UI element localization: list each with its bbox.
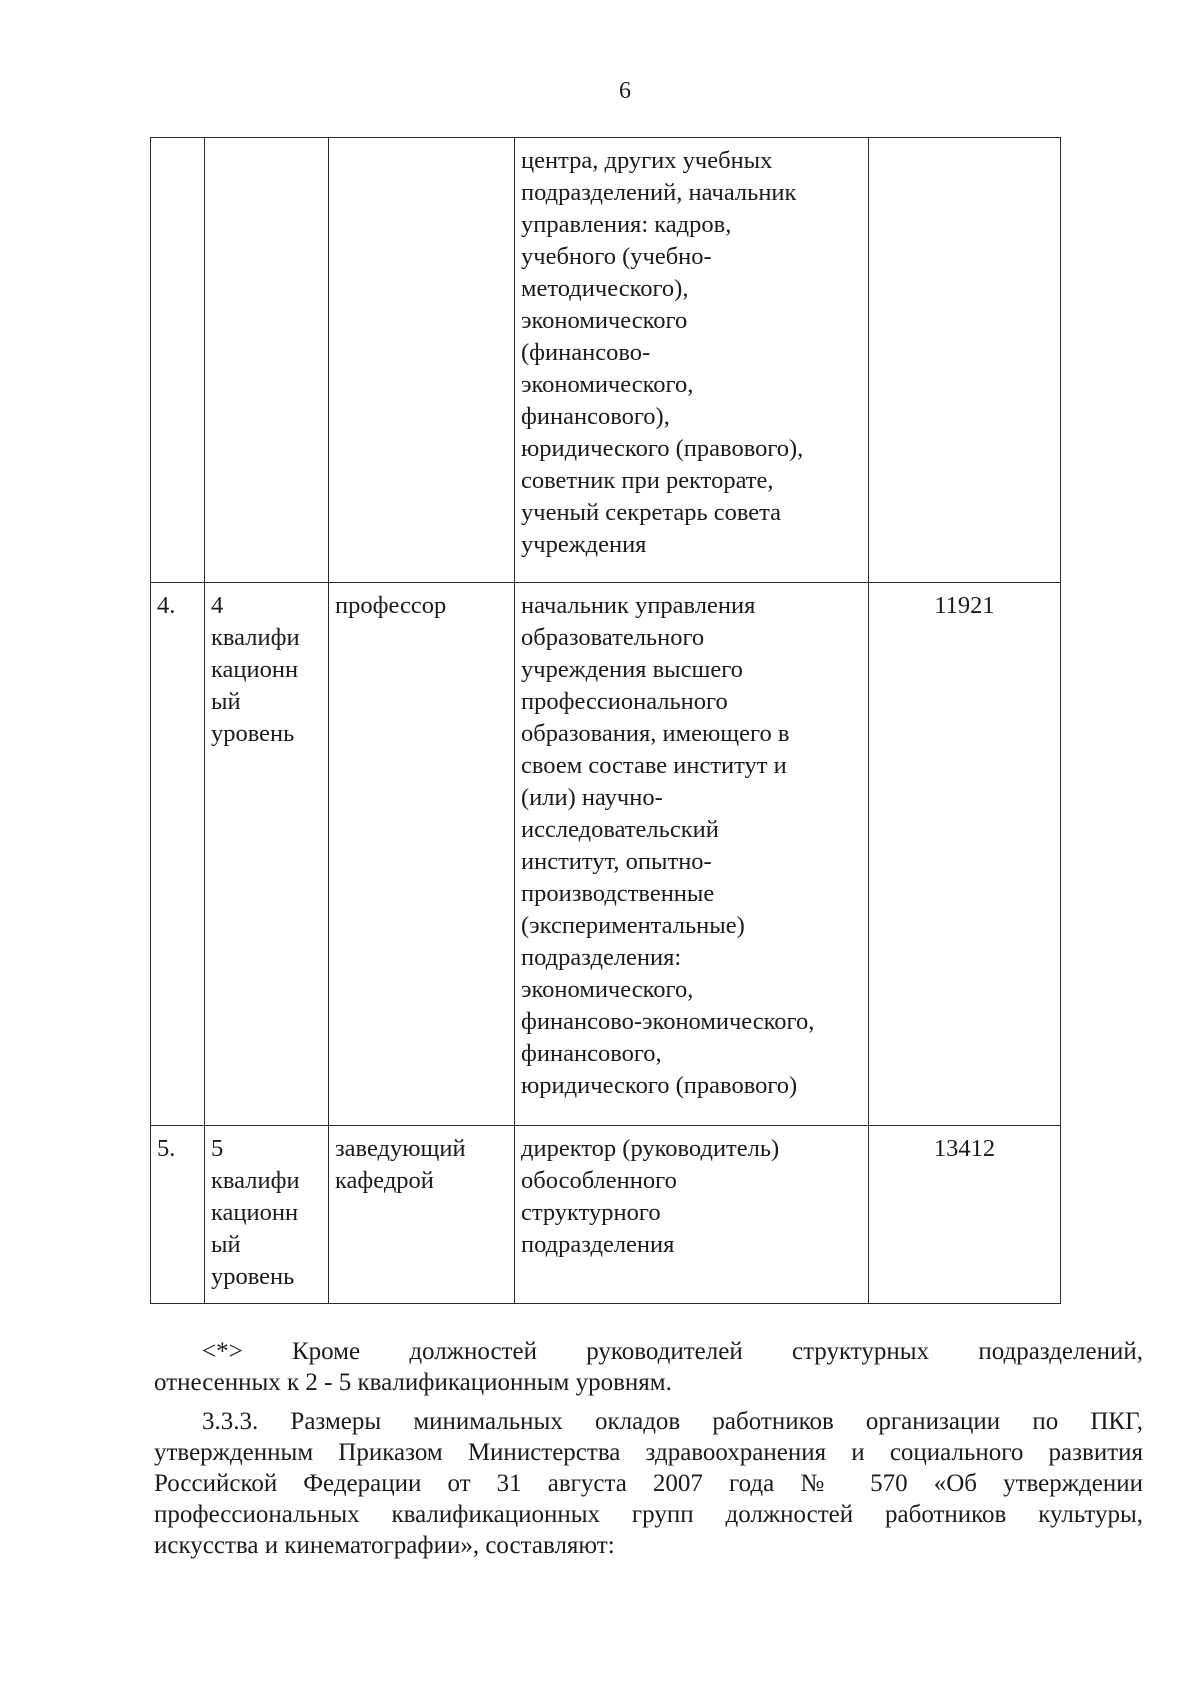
- page-number: 6: [619, 78, 631, 104]
- table-row-level-4: [151, 583, 1061, 1126]
- row-number-cell: 5.: [151, 1126, 205, 1304]
- qualification-level-cell: [205, 138, 329, 583]
- section-3-3-3: [154, 1406, 1143, 1561]
- position-cell: заведующий кафедрой: [329, 1126, 515, 1304]
- position-cell: [329, 138, 515, 583]
- footnote-line-2: отнесенных к 2 - 5 квалификационным уровням.: [154, 1369, 672, 1396]
- position-cell: профессор: [329, 583, 515, 1126]
- table-row-continuation: [151, 138, 1061, 583]
- other-positions-cell: центра, других учебных подразделений, начальник управления: кадров, учебного (учебно- методического), экономического (финансово- экономического, финансового), юридического (правового), советник при ректорате, ученый секретарь совета учреждения: [515, 138, 869, 583]
- salary-cell: 13412: [869, 1126, 1061, 1304]
- section-line-4: профессиональных квалификационных групп должностей работников культуры,: [154, 1501, 1143, 1528]
- row-number-cell: [151, 138, 205, 583]
- qualification-level-cell: 5 квалифи кационн ый уровень: [205, 1126, 329, 1304]
- other-positions-cell: директор (руководитель) обособленного структурного подразделения: [515, 1126, 869, 1304]
- footnote-line-1: <*> Кроме должностей руководителей структурных подразделений,: [202, 1338, 1143, 1365]
- section-line-1: 3.3.3. Размеры минимальных окладов работников организации по ПКГ,: [202, 1408, 1143, 1435]
- row-number-cell: 4.: [151, 583, 205, 1126]
- table-row-level-5: [151, 1126, 1061, 1304]
- other-positions-cell: начальник управления образовательного учреждения высшего профессионального образования, имеющего в своем составе институт и (или) научно- исследовательский институт, опытно- производственные (экспериментальные) подразделения: экономического, финансово-экономического, финансового, юридического (правового): [515, 583, 869, 1126]
- section-line-5: искусства и кинематографии», составляют:: [154, 1532, 615, 1559]
- salary-cell: [869, 138, 1061, 583]
- footnote: [154, 1336, 1143, 1398]
- section-line-2: утвержденным Приказом Министерства здравоохранения и социального развития: [154, 1439, 1143, 1466]
- qualification-level-cell: 4 квалифи кационн ый уровень: [205, 583, 329, 1126]
- salary-cell: 11921: [869, 583, 1061, 1126]
- positions-salary-table: [150, 137, 1061, 1304]
- section-line-3: Российской Федерации от 31 августа 2007 года № 570 «Об утверждении: [154, 1470, 1143, 1497]
